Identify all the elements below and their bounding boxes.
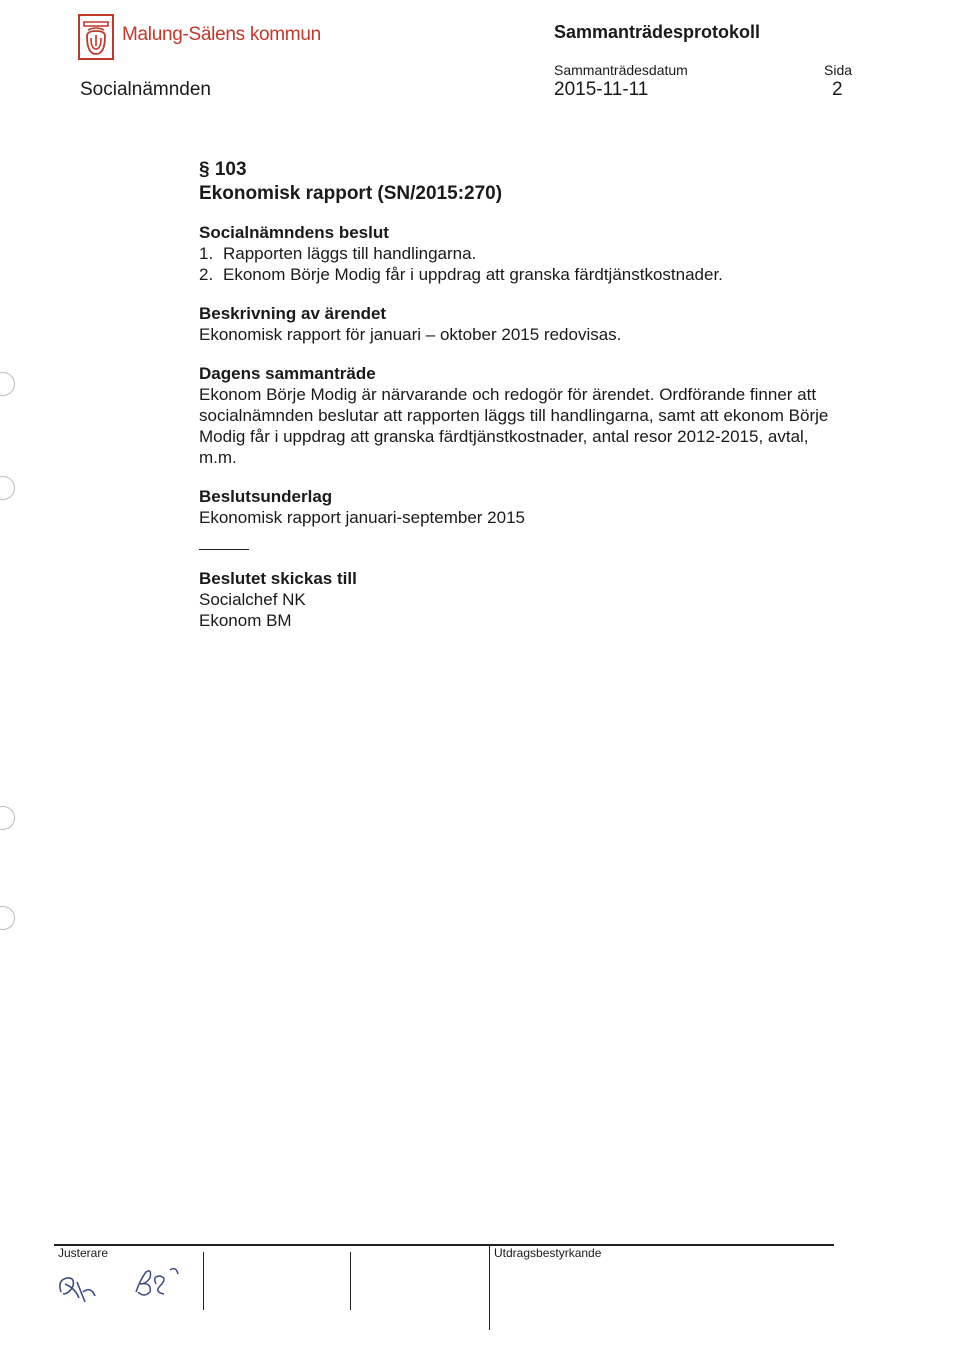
recipients-heading: Beslutet skickas till bbox=[199, 569, 357, 588]
list-number: 2. bbox=[199, 265, 214, 284]
decision-list bbox=[199, 243, 839, 285]
list-number: 1. bbox=[199, 244, 214, 263]
meeting-text: Ekonom Börje Modig är närvarande och redogör för ärendet. Ordförande finner att socialnämnden beslutar att rapporten läggs till handlingarna, samt att ekonom Börje Modig får i uppdrag att granska färdtjänstkostnader, antal resor 2012-2015, avtal, m.m. bbox=[199, 385, 829, 467]
certification-label: Utdragsbestyrkande bbox=[494, 1246, 602, 1260]
footer-rule bbox=[54, 1244, 834, 1246]
divider bbox=[199, 549, 249, 550]
basis-text: Ekonomisk rapport januari-september 2015 bbox=[199, 508, 526, 527]
signature-divider bbox=[350, 1252, 351, 1310]
document-type: Sammanträdesprotokoll bbox=[554, 22, 761, 42]
municipality-logo bbox=[78, 14, 114, 60]
signature-divider bbox=[489, 1246, 490, 1330]
decision-text: Ekonom Börje Modig får i uppdrag att granska färdtjänstkostnader. bbox=[223, 265, 723, 284]
recipient: Ekonom BM bbox=[199, 611, 292, 630]
list-item bbox=[199, 243, 839, 264]
description-heading: Beskrivning av ärendet bbox=[199, 304, 387, 323]
punch-hole bbox=[0, 372, 15, 396]
date-label: Sammanträdesdatum bbox=[554, 62, 688, 78]
signature-initials bbox=[55, 1272, 101, 1316]
signature-initials bbox=[130, 1262, 186, 1306]
section-number: § 103 bbox=[199, 159, 247, 180]
adjuster-label: Justerare bbox=[58, 1246, 109, 1260]
organization-name: Malung-Sälens kommun bbox=[122, 24, 321, 45]
page-number: 2 bbox=[832, 79, 843, 100]
decision-text: Rapporten läggs till handlingarna. bbox=[223, 244, 477, 263]
description-text: Ekonomisk rapport för januari – oktober 2015 redovisas. bbox=[199, 325, 622, 344]
section-title: Ekonomisk rapport (SN/2015:270) bbox=[199, 183, 503, 204]
page-label: Sida bbox=[824, 62, 853, 78]
decision-heading: Socialnämndens beslut bbox=[199, 223, 389, 242]
punch-hole bbox=[0, 806, 15, 830]
basis-heading: Beslutsunderlag bbox=[199, 487, 333, 506]
recipient: Socialchef NK bbox=[199, 590, 306, 609]
punch-hole bbox=[0, 476, 15, 500]
committee-name: Socialnämnden bbox=[80, 79, 211, 100]
date-value: 2015-11-11 bbox=[554, 79, 649, 100]
punch-hole bbox=[0, 906, 15, 930]
list-item bbox=[199, 264, 839, 285]
signature-divider bbox=[203, 1252, 204, 1310]
protocol-section bbox=[199, 158, 839, 631]
meeting-heading: Dagens sammanträde bbox=[199, 364, 376, 383]
